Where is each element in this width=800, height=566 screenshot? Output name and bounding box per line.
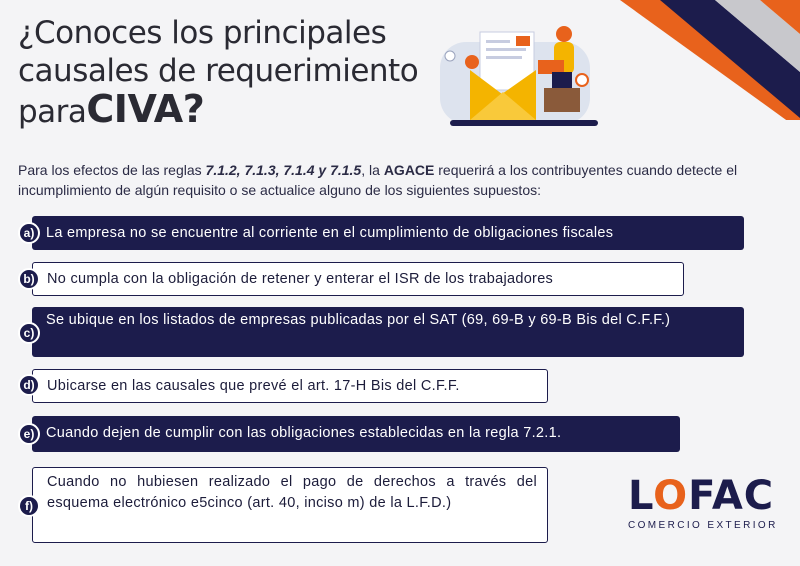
title-line-3: para bbox=[18, 94, 87, 130]
item-letter-badge: d) bbox=[18, 374, 40, 396]
email-illustration bbox=[440, 22, 610, 132]
item-letter-badge: b) bbox=[18, 268, 40, 290]
logo-letter-l: L bbox=[628, 473, 654, 519]
item-letter-badge: a) bbox=[18, 222, 40, 244]
logo-wordmark bbox=[628, 473, 788, 519]
item-letter-badge: e) bbox=[18, 423, 40, 445]
intro-text-1: Para los efectos de las reglas bbox=[18, 162, 206, 178]
lofac-logo bbox=[628, 473, 788, 531]
item-text: No cumpla con la obligación de retener y enterar el ISR de los trabajadores bbox=[32, 262, 684, 296]
intro-text-3: requerirá a los contribuyentes cuando detecte el incumplimiento de algún requisito o se actualice alguno de los siguientes supuestos: bbox=[18, 162, 738, 198]
intro-text-2: , la bbox=[361, 162, 384, 178]
title-line-2: causales de requerimiento bbox=[18, 53, 419, 89]
item-letter-badge: c) bbox=[18, 322, 40, 344]
corner-stripes bbox=[600, 0, 800, 120]
title-emphasis: CIVA? bbox=[86, 87, 205, 131]
item-text: Ubicarse en las causales que prevé el art. 17-H Bis del C.F.F. bbox=[32, 369, 548, 403]
item-text: La empresa no se encuentre al corriente en el cumplimiento de obligaciones fiscales bbox=[32, 216, 744, 250]
page-title bbox=[18, 14, 438, 131]
intro-rules: 7.1.2, 7.1.3, 7.1.4 y 7.1.5 bbox=[205, 162, 362, 178]
title-line-1: ¿Conoces los principales bbox=[18, 15, 387, 51]
item-text: Cuando dejen de cumplir con las obligaciones establecidas en la regla 7.2.1. bbox=[32, 416, 680, 452]
logo-tagline: COMERCIO EXTERIOR bbox=[628, 520, 778, 531]
item-letter-badge: f) bbox=[18, 495, 40, 517]
item-text: Se ubique en los listados de empresas publicadas por el SAT (69, 69-B y 69-B Bis del C.F.F.) bbox=[32, 307, 744, 357]
intro-agace: AGACE bbox=[383, 162, 435, 178]
item-text: Cuando no hubiesen realizado el pago de derechos a través del esquema electrónico e5cinco (art. 40, inciso m) de la L.F.D.) bbox=[32, 467, 548, 543]
logo-letters-fac: FAC bbox=[688, 473, 775, 519]
intro-paragraph bbox=[18, 160, 788, 200]
logo-letter-o: O bbox=[653, 473, 689, 519]
